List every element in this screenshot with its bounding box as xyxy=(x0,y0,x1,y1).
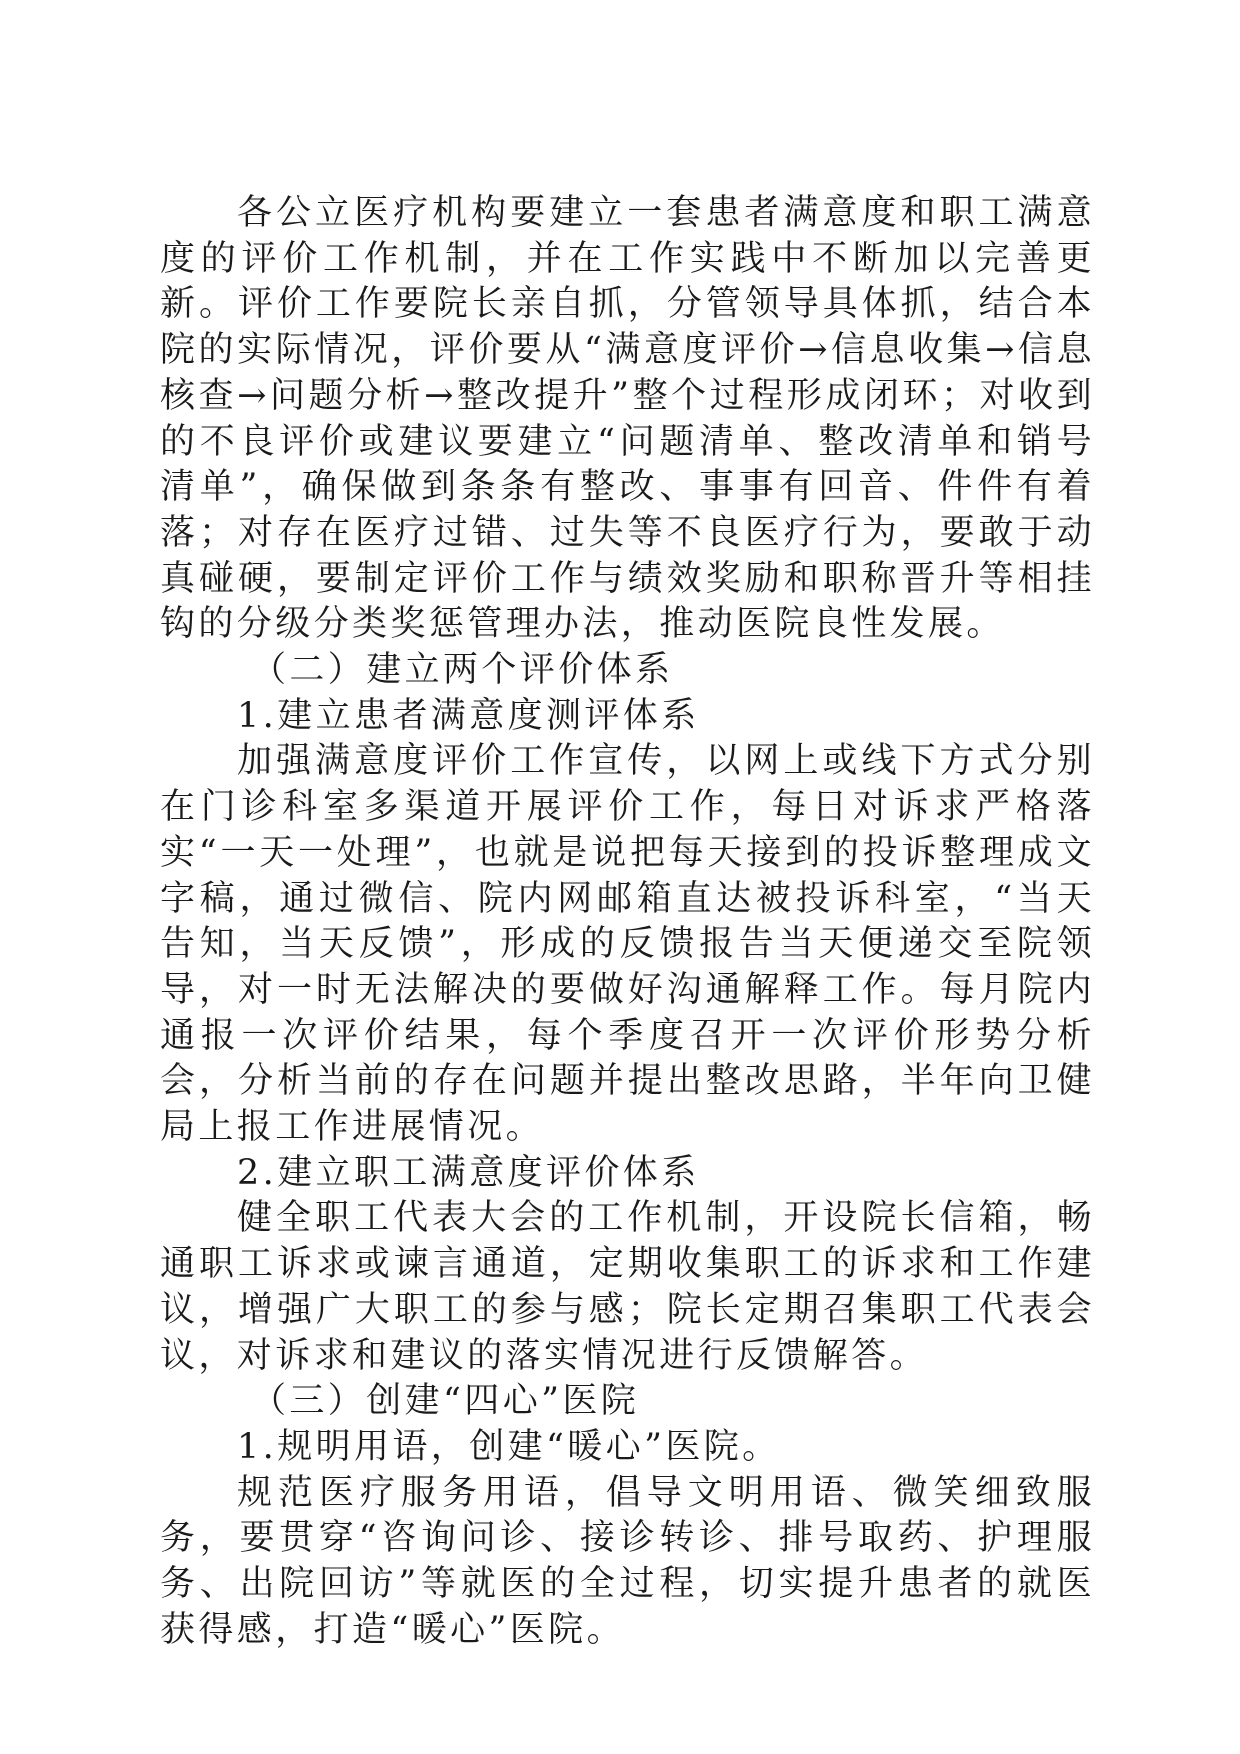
paragraph-staff-satisfaction: 健全职工代表大会的工作机制，开设院长信箱，畅通职工诉求或谏言通道，定期收集职工的诉求和工作建议，增强广大职工的参与感；院长定期召集职工代表会议，对诉求和建议的落实情况进行反馈解答。 xyxy=(160,1198,1095,1376)
subheading-warm-heart: 1.规明用语，创建“暖心”医院。 xyxy=(237,1426,781,1467)
document-body xyxy=(160,191,1095,1654)
paragraph-patient-satisfaction: 加强满意度评价工作宣传，以网上或线下方式分别在门诊科室多渠道开展评价工作，每日对诉求严格落实“一天一处理”，也就是说把每天接到的投诉整理成文字稿，通过微信、院内网邮箱直达被投诉科室，“当天告知，当天反馈”，形成的反馈报告当天便递交至院领导，对一时无法解决的要做好沟通解释工作。每月院内通报一次评价结果，每个季度召开一次评价形势分析会，分析当前的存在问题并提出整改思路，半年向卫健局上报工作进展情况。 xyxy=(160,741,1095,1148)
paragraph-warm-heart: 规范医疗服务用语，倡导文明用语、微笑细致服务，要贯穿“咨询问诊、接诊转诊、排号取药、护理服务、出院回访”等就医的全过程，切实提升患者的就医获得感，打造“暖心”医院。 xyxy=(160,1472,1095,1650)
subheading-patient-satisfaction: 1.建立患者满意度测评体系 xyxy=(237,695,700,736)
paragraph-evaluation-mechanism: 各公立医疗机构要建立一套患者满意度和职工满意度的评价工作机制，并在工作实践中不断加以完善更新。评价工作要院长亲自抓，分管领导具体抓，结合本院的实际情况，评价要从“满意度评价→信息收集→信息核查→问题分析→整改提升”整个过程形成闭环；对收到的不良评价或建议要建立“问题清单、整改清单和销号清单”，确保做到条条有整改、事事有回音、件件有着落；对存在医疗过错、过失等不良医疗行为，要敢于动真碰硬，要制定评价工作与绩效奖励和职称晋升等相挂钩的分级分类奖惩管理办法，推动医院良性发展。 xyxy=(160,193,1095,645)
section-heading-four-hearts: （三）创建“四心”医院 xyxy=(251,1381,640,1422)
subheading-staff-satisfaction: 2.建立职工满意度评价体系 xyxy=(237,1152,700,1193)
section-heading-two-systems: （二）建立两个评价体系 xyxy=(251,650,674,691)
